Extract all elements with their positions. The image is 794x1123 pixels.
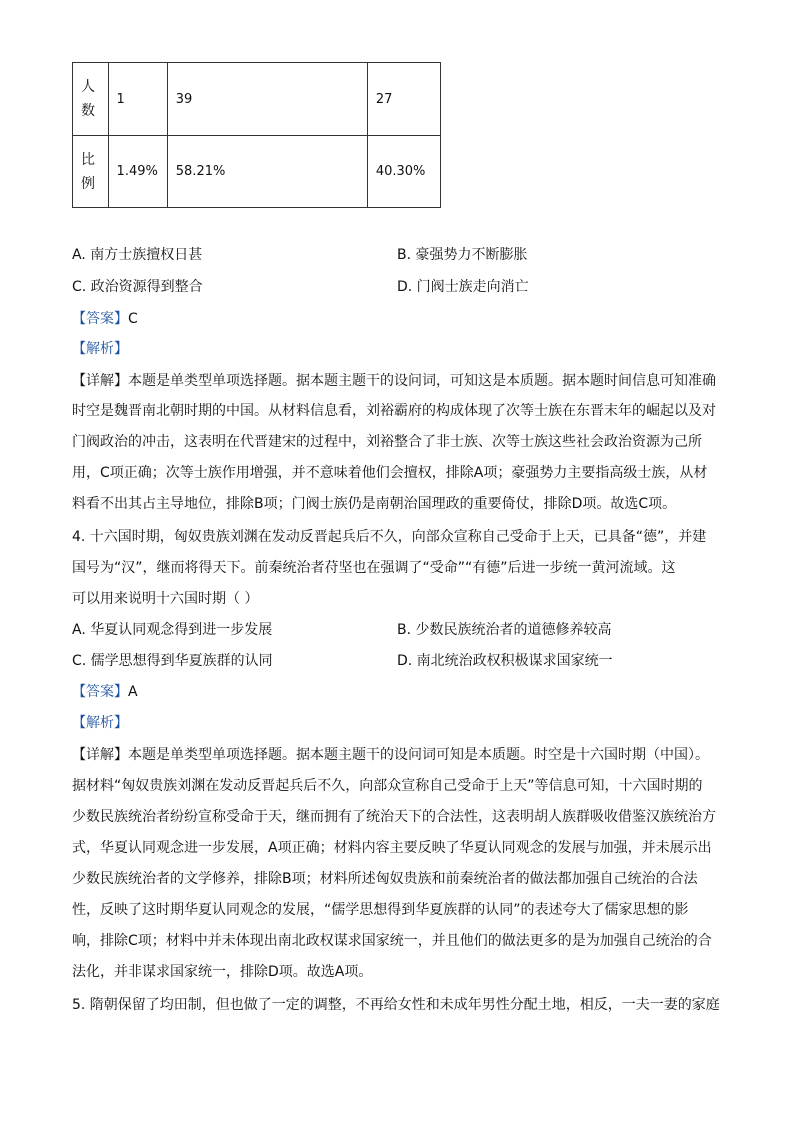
table-row — [73, 63, 441, 136]
q4-detail-line: 性，反映了这时期华夏认同观念的发展，“儒学思想得到华夏族群的认同”的表述夸大了儒家思想的影 — [72, 902, 689, 918]
q5-stem-line: 5. 隋朝保留了均田制，但也做了一定的调整，不再给女性和未成年男性分配土地，相反，一夫一妻的家庭 — [72, 997, 720, 1013]
q3-detail-line: 料看不出其占主导地位，排除B项；门阀士族仍是南朝治国理政的重要倚仗，排除D项。故选C项。 — [72, 496, 677, 512]
table-cell: 39 — [167, 63, 367, 136]
q4-detail-line: 法化，并非谋求国家统一，排除D项。故选A项。 — [72, 964, 373, 980]
q3-detail-line: 【详解】本题是单类型单项选择题。据本题主题干的设问词，可知这是本质题。据本题时间信息可知准确 — [72, 373, 716, 389]
q4-detail-line: 少数民族统治者纷纷宣称受命于天，继而拥有了统治天下的合法性，这表明胡人族群吸收借鉴汉族统治方 — [72, 809, 716, 825]
q3-analysis-label: 【解析】 — [72, 341, 128, 357]
answer-value: A — [128, 684, 138, 700]
table-cell: 1.49% — [108, 136, 167, 208]
table-cell: 40.30% — [367, 136, 440, 208]
q3-option-c: C. 政治资源得到整合 — [72, 279, 203, 295]
q4-analysis-label: 【解析】 — [72, 715, 128, 731]
q3-option-a: A. 南方士族擅权日甚 — [72, 247, 203, 263]
answer-value: C — [128, 311, 138, 327]
q3-detail-line: 时空是魏晋南北朝时期的中国。从材料信息看，刘裕霸府的构成体现了次等士族在东晋末年的崛起以及对 — [72, 403, 716, 419]
q4-stem-line: 4. 十六国时期，匈奴贵族刘渊在发动反晋起兵后不久，向部众宣称自己受命于上天，已具备“德”，并建 — [72, 529, 707, 545]
table-row — [73, 136, 441, 208]
row-label-ratio: 比例 — [73, 136, 109, 208]
q3-answer — [72, 309, 732, 329]
q4-detail-line: 少数民族统治者的文学修养，排除B项；材料所述匈奴贵族和前秦统治者的做法都加强自己统治的合法 — [72, 871, 698, 887]
q4-detail-line: 式，华夏认同观念进一步发展，A项正确；材料内容主要反映了华夏认同观念的发展与加强，并未展示出 — [72, 840, 712, 856]
q4-answer — [72, 682, 732, 702]
q3-option-b: B. 豪强势力不断膨胀 — [397, 247, 528, 263]
answer-label: 【答案】 — [72, 311, 128, 327]
table-cell: 1 — [108, 63, 167, 136]
q3-option-d: D. 门阀士族走向消亡 — [397, 279, 529, 295]
q4-detail-line: 响，排除C项；材料中并未体现出南北政权谋求国家统一，并且他们的做法更多的是为加强自己统治的合 — [72, 933, 712, 949]
q3-detail-line: 用，C项正确；次等士族作用增强，并不意味着他们会擅权，排除A项；豪强势力主要指高级士族，从材 — [72, 465, 708, 481]
q3-detail-line: 门阀政治的冲击，这表明在代晋建宋的过程中，刘裕整合了非士族、次等士族这些社会政治资源为己所 — [72, 434, 702, 450]
q4-detail-line: 【详解】本题是单类型单项选择题。据本题主题干的设问词可知是本质题。时空是十六国时期（中国）。 — [72, 747, 709, 763]
row-label-count: 人数 — [73, 63, 109, 136]
q4-stem-line: 国号为“汉”，继而将得天下。前秦统治者苻坚也在强调了“受命”“有德”后进一步统一黄河流域。这 — [72, 560, 676, 576]
q4-option-b: B. 少数民族统治者的道德修养较高 — [397, 622, 612, 638]
table-cell: 27 — [367, 63, 440, 136]
answer-label: 【答案】 — [72, 684, 128, 700]
q4-option-c: C. 儒学思想得到华夏族群的认同 — [72, 653, 273, 669]
q4-stem-line: 可以用来说明十六国时期（ ） — [72, 591, 259, 607]
q4-detail-line: 据材料“匈奴贵族刘渊在发动反晋起兵后不久，向部众宣称自己受命于上天”等信息可知，十六国时期的 — [72, 778, 703, 794]
q4-option-d: D. 南北统治政权积极谋求国家统一 — [397, 653, 613, 669]
data-table — [72, 62, 441, 208]
q4-option-a: A. 华夏认同观念得到进一步发展 — [72, 622, 273, 638]
table-cell: 58.21% — [167, 136, 367, 208]
